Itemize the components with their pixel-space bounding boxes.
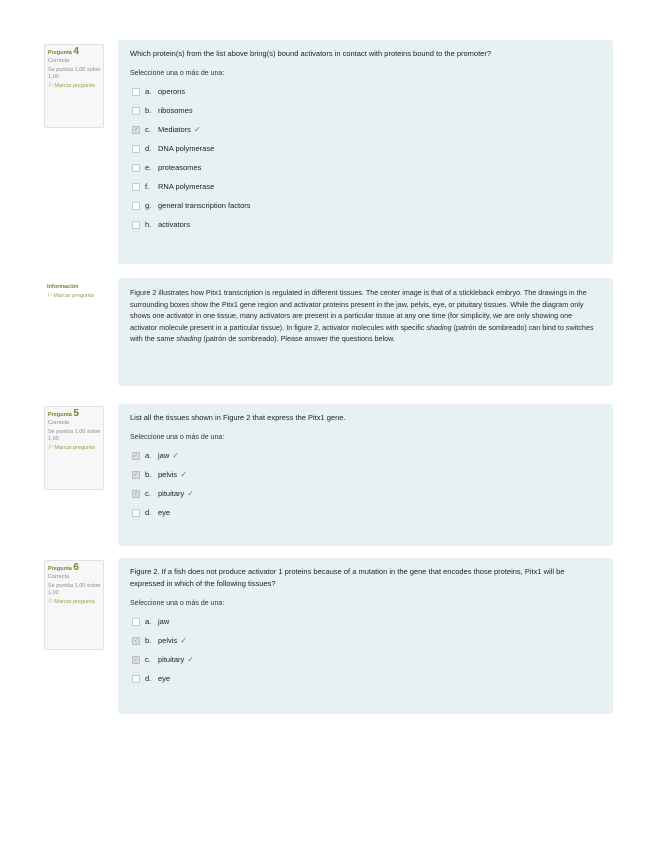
flag-icon: ⚐ [48,83,54,89]
question-content [118,404,613,546]
question-number: 4 [73,46,79,57]
checkbox[interactable] [132,88,140,96]
answer-option[interactable]: ✓ a. jaw ✓ [133,451,179,460]
correct-check-icon: ✓ [172,451,179,460]
correct-check-icon: ✓ [187,489,194,498]
answer-option[interactable]: ✓ b. pelvis ✓ [133,470,187,479]
flag-icon: ⚐ [48,599,54,605]
question-grade: Se puntúa 1,00 sobre 1,00 [48,429,101,442]
answer-option[interactable]: ✓ c. pituitary ✓ [133,489,194,498]
answer-option[interactable]: a. jaw [130,612,601,631]
correct-check-icon: ✓ [180,470,187,479]
information-content [118,278,613,386]
question-grade: Se puntúa 1,00 sobre 1,00 [48,67,101,80]
correct-check-icon: ✓ [180,636,187,645]
flag-question-link[interactable]: ⚐Marcar pregunta [48,83,95,89]
flag-question-link[interactable]: ⚐Marcar pregunta [47,293,94,299]
flag-question-link[interactable]: ⚐Marcar pregunta [48,599,95,605]
answer-option[interactable]: ✓ c. pituitary ✓ [133,655,194,664]
checkbox[interactable] [132,675,140,683]
information-label: Información [47,284,79,290]
checkbox-checked[interactable]: ✓ [133,637,139,644]
answer-prompt: Seleccione una o más de una: [130,434,225,441]
checkbox-checked[interactable]: ✓ [133,490,139,497]
information-text: Figure 2 illustrates how Pitx1 transcription is regulated in different tissues. The center image is that of a stickleback embryo. The drawings in the surrounding boxes show the Pitx1 gene region and activator proteins present in the jaw, pelvis, eye, or pituitary tissues. While the diagram only shows one activator in one tissue, many activators are present in a particular tissue at any one time (for simplicity, we are only showing one activator molecule present in a particular tissue). In figure 2, activator molecules with specific shading (patrón de sombreado) can bind to switches with the same shading (patrón de sombreado). Please answer the questions below. [130,288,594,343]
answer-option[interactable]: ✓ c. Mediators ✓ [133,125,201,134]
checkbox[interactable] [132,183,140,191]
question-grade: Se puntúa 1,00 sobre 1,00 [48,583,101,596]
answer-list [130,82,601,234]
checkbox-checked[interactable]: ✓ [133,452,139,459]
flag-icon: ⚐ [47,293,53,299]
question-info [44,406,104,490]
answer-option[interactable]: b. ribosomes [130,101,601,120]
question-content [118,40,613,264]
question-state: Correcta [48,574,70,580]
question-label: Pregunta 4 [48,46,79,57]
answer-prompt: Seleccione una o más de una: [130,70,225,77]
answer-option[interactable]: ✓ b. pelvis ✓ [133,636,187,645]
question-info [44,560,104,650]
checkbox[interactable] [132,221,140,229]
flag-icon: ⚐ [48,445,54,451]
question-text: Figure 2. If a fish does not produce activator 1 proteins because of a mutation in the gene that encodes those proteins, Pitx1 will be expressed in which of the following tissues? [130,567,565,588]
information-info [44,280,104,320]
answer-option[interactable]: e. proteasomes [130,158,601,177]
question-number: 5 [73,408,79,419]
question-label: Pregunta 5 [48,408,79,419]
checkbox-checked[interactable]: ✓ [133,471,139,478]
question-label: Pregunta 6 [48,562,79,573]
answer-list [130,446,601,522]
question-text: List all the tissues shown in Figure 2 that express the Pitx1 gene. [130,413,346,422]
correct-check-icon: ✓ [187,655,194,664]
checkbox[interactable] [132,145,140,153]
answer-option[interactable]: f. RNA polymerase [130,177,601,196]
answer-option[interactable]: d. eye [130,669,601,688]
checkbox-checked[interactable]: ✓ [133,656,139,663]
answer-option[interactable]: a. operons [130,82,601,101]
question-info [44,44,104,128]
checkbox[interactable] [132,107,140,115]
question-content [118,558,613,714]
question-state: Correcta [48,58,70,64]
checkbox[interactable] [132,618,140,626]
checkbox[interactable] [132,202,140,210]
flag-question-link[interactable]: ⚐Marcar pregunta [48,445,95,451]
checkbox-checked[interactable]: ✓ [133,126,139,133]
question-number: 6 [73,562,79,573]
answer-prompt: Seleccione una o más de una: [130,600,225,607]
answer-option[interactable]: g. general transcription factors [130,196,601,215]
answer-list [130,612,601,688]
checkbox[interactable] [132,164,140,172]
answer-option[interactable]: d. DNA polymerase [130,139,601,158]
checkbox[interactable] [132,509,140,517]
answer-option[interactable]: h. activators [130,215,601,234]
correct-check-icon: ✓ [193,125,201,134]
question-state: Correcta [48,420,70,426]
answer-option[interactable]: d. eye [130,503,601,522]
question-text: Which protein(s) from the list above bring(s) bound activators in contact with proteins bound to the promoter? [130,49,492,58]
